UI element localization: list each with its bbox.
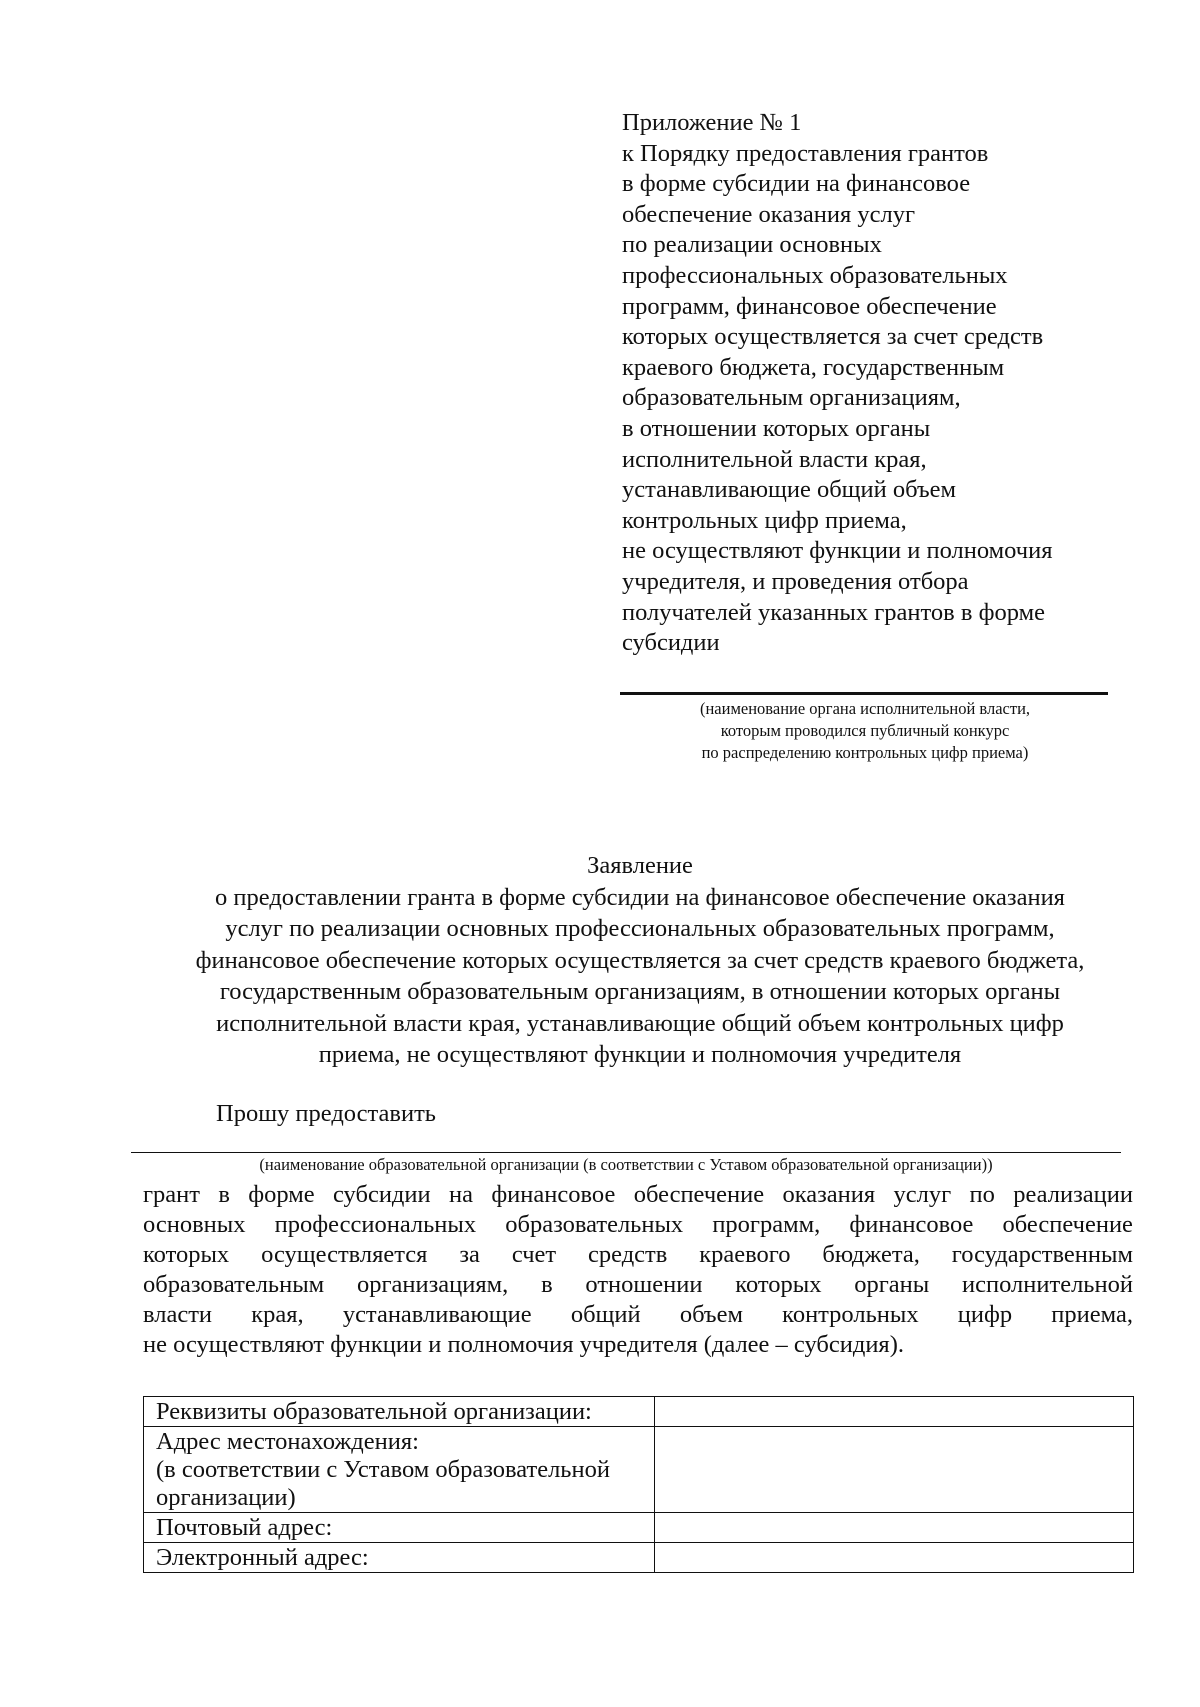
body-word: бюджета,: [822, 1241, 920, 1268]
authority-caption-line: которым проводился публичный конкурс: [720, 721, 1010, 740]
appendix-line: в форме субсидии на финансовое: [622, 170, 971, 198]
body-word: субсидии: [333, 1181, 431, 1208]
appendix-line: обеспечение оказания услуг: [622, 200, 916, 228]
body-word: счет: [511, 1241, 557, 1268]
body-word: на: [448, 1181, 473, 1208]
title-line: о предоставлении гранта в форме субсидии на финансовое обеспечение оказания: [215, 883, 1065, 911]
body-word: исполнительной: [962, 1271, 1133, 1298]
appendix-line: исполнительной власти края,: [622, 445, 927, 473]
body-word: организациям,: [356, 1271, 509, 1298]
table-row: [144, 1513, 1134, 1543]
body-word: грант: [143, 1181, 200, 1208]
table-row: [144, 1427, 1134, 1513]
body-word: форме: [248, 1181, 315, 1208]
body-word: основных: [143, 1211, 246, 1238]
label-line: Реквизиты образовательной организации:: [156, 1398, 592, 1425]
request-text: Прошу предоставить: [216, 1100, 436, 1127]
organization-caption: (наименование образовательной организации (в соответствии с Уставом образовательной организации)): [259, 1155, 993, 1174]
body-word: которых: [735, 1271, 822, 1298]
body-word: осуществляется: [261, 1241, 428, 1268]
appendix-line: субсидии: [622, 629, 720, 657]
body-line: [143, 1180, 1133, 1210]
appendix-line: учредителя, и проведения отбора: [622, 567, 969, 595]
body-word: оказания: [782, 1181, 876, 1208]
body-word: органы: [854, 1271, 930, 1298]
email-address-label: [144, 1543, 655, 1573]
appendix-line: в отношении которых органы: [622, 414, 931, 442]
requisites-value[interactable]: [655, 1397, 1134, 1427]
title-line: государственным образовательным организациям, в отношении которых органы: [219, 978, 1061, 1005]
title-line: финансовое обеспечение которых осуществляется за счет средств краевого бюджета,: [195, 946, 1085, 974]
postal-address-label: [144, 1513, 655, 1543]
appendix-line: к Порядку предоставления грантов: [622, 139, 989, 167]
authority-caption: [620, 698, 1110, 764]
authority-caption-line: (наименование органа исполнительной власти,: [699, 699, 1031, 718]
postal-address-value[interactable]: [655, 1513, 1134, 1543]
body-word: финансовое: [491, 1181, 616, 1208]
body-word: средств: [588, 1241, 668, 1268]
body-word: услуг: [893, 1181, 952, 1208]
requisites-table: [143, 1396, 1134, 1573]
body-line: [143, 1210, 1133, 1240]
address-value[interactable]: [655, 1427, 1134, 1513]
label-line: Адрес местонахождения:: [156, 1428, 419, 1455]
body-word: финансовое: [849, 1211, 974, 1238]
email-address-value[interactable]: [655, 1543, 1134, 1573]
body-word: власти: [143, 1301, 213, 1328]
body-word: цифр: [957, 1301, 1013, 1328]
body-paragraph: [143, 1180, 1133, 1360]
appendix-line: не осуществляют функции и полномочия: [622, 537, 1053, 565]
body-word: отношении: [585, 1271, 703, 1298]
label-line: (в соответствии с Уставом образовательной: [156, 1456, 610, 1483]
appendix-line: которых осуществляется за счет средств: [622, 323, 1044, 351]
body-line: [143, 1240, 1133, 1270]
body-line: [143, 1270, 1133, 1300]
appendix-line: контрольных цифр приема,: [622, 506, 907, 534]
body-word: приема,: [1051, 1301, 1133, 1328]
authority-fill-line: [620, 692, 1108, 695]
body-word: образовательных: [505, 1211, 684, 1238]
appendix-line: краевого бюджета, государственным: [622, 353, 1005, 381]
body-word: профессиональных: [274, 1211, 477, 1238]
title-line: исполнительной власти края, устанавливающие общий объем контрольных цифр: [216, 1009, 1064, 1037]
label-line: Почтовый адрес:: [156, 1514, 333, 1541]
body-word: обеспечение: [1002, 1211, 1133, 1238]
table-row: [144, 1543, 1134, 1573]
appendix-line: программ, финансовое обеспечение: [622, 292, 997, 320]
title-line: приема, не осуществляют функции и полномочия учредителя: [318, 1041, 962, 1068]
body-word: программ,: [712, 1211, 821, 1238]
body-word: в: [541, 1271, 553, 1298]
body-word: которых: [143, 1241, 230, 1268]
table-row: [144, 1397, 1134, 1427]
body-word: за: [459, 1241, 480, 1268]
appendix-header: [622, 108, 1142, 659]
body-line: [143, 1300, 1133, 1330]
body-word: государственным: [951, 1241, 1133, 1268]
body-word: края,: [251, 1301, 304, 1328]
title-heading: Заявление: [587, 852, 693, 879]
label-line: Электронный адрес:: [156, 1544, 369, 1571]
body-word: образовательным: [143, 1271, 325, 1298]
body-word: контрольных: [782, 1301, 919, 1328]
title-line: услуг по реализации основных профессиональных образовательных программ,: [225, 915, 1055, 942]
appendix-line: устанавливающие общий объем: [622, 476, 957, 504]
body-word: по: [969, 1181, 995, 1208]
application-title: [100, 850, 1180, 1071]
body-word: устанавливающие: [342, 1301, 532, 1328]
body-last-line: не осуществляют функции и полномочия учредителя (далее – субсидия).: [143, 1331, 904, 1358]
body-word: краевого: [699, 1241, 791, 1268]
organization-fill-line: [131, 1152, 1121, 1153]
appendix-line: Приложение № 1: [622, 109, 802, 136]
authority-caption-line: по распределению контрольных цифр приема): [701, 743, 1029, 762]
address-label: [144, 1427, 655, 1513]
body-word: в: [218, 1181, 230, 1208]
body-word: реализации: [1013, 1181, 1133, 1208]
body-word: объем: [679, 1301, 743, 1328]
appendix-line: по реализации основных: [622, 231, 882, 259]
body-word: общий: [570, 1301, 641, 1328]
requisites-label: [144, 1397, 655, 1427]
appendix-line: профессиональных образовательных: [622, 261, 1008, 289]
body-word: обеспечение: [633, 1181, 765, 1208]
appendix-line: образовательным организациям,: [622, 384, 961, 412]
label-line: организации): [156, 1484, 296, 1511]
appendix-line: получателей указанных грантов в форме: [622, 598, 1045, 626]
